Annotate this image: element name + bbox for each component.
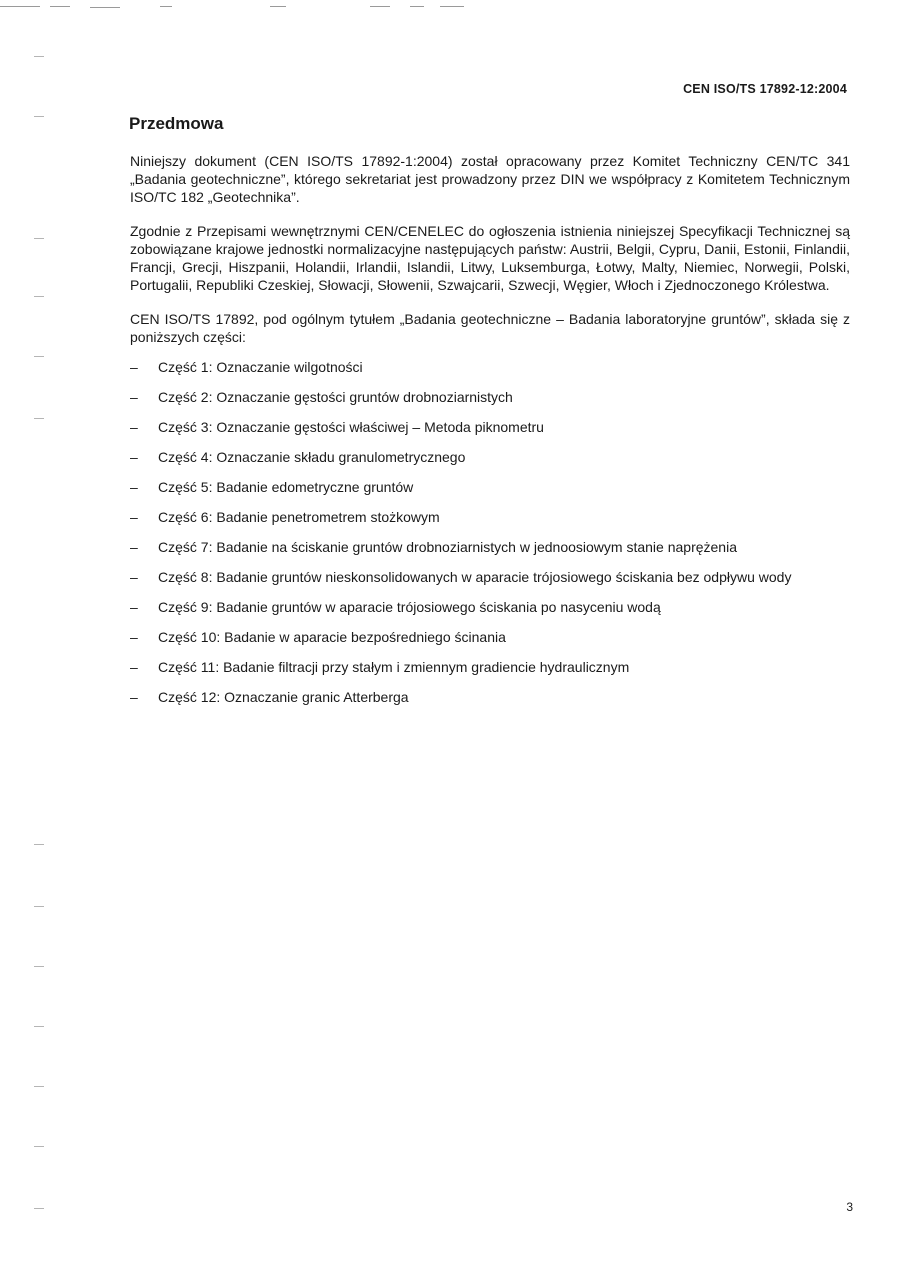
list-item-text: Część 3: Oznaczanie gęstości właściwej – Metoda piknometru — [158, 419, 544, 435]
page-number: 3 — [846, 1200, 853, 1214]
list-dash: – — [130, 629, 138, 645]
list-item-text: Część 5: Badanie edometryczne gruntów — [158, 479, 414, 495]
list-dash: – — [130, 419, 138, 435]
list-dash: – — [130, 599, 138, 615]
list-dash: – — [130, 539, 138, 555]
list-item — [130, 628, 850, 658]
list-dash: – — [130, 479, 138, 495]
page-title: Przedmowa — [129, 114, 224, 133]
list-dash: – — [130, 569, 138, 585]
list-dash: – — [130, 449, 138, 465]
list-item-text: Część 2: Oznaczanie gęstości gruntów drobnoziarnistych — [158, 389, 513, 405]
list-item-text: Część 11: Badanie filtracji przy stałym i zmiennym gradiencie hydraulicznym — [158, 659, 630, 675]
list-item-text: Część 10: Badanie w aparacie bezpośredniego ścinania — [158, 629, 506, 645]
list-item — [130, 478, 850, 508]
list-item — [130, 448, 850, 478]
list-item-text: Część 8: Badanie gruntów nieskonsolidowanych w aparacie trójosiowego ściskania bez odpływu wody — [158, 569, 792, 585]
list-item — [130, 658, 850, 688]
paragraph-parts-intro: CEN ISO/TS 17892, pod ogólnym tytułem „Badania geotechniczne – Badania laboratoryjne gruntów”, składa się z poniższych części: — [130, 311, 850, 345]
list-item — [130, 418, 850, 448]
list-item-text: Część 12: Oznaczanie granic Atterberga — [158, 689, 409, 705]
list-dash: – — [130, 509, 138, 525]
list-item — [130, 598, 850, 628]
list-dash: – — [130, 359, 138, 375]
list-item — [130, 538, 850, 568]
list-item — [130, 508, 850, 538]
list-item — [130, 688, 850, 718]
document-body — [130, 152, 850, 718]
list-item-text: Część 6: Badanie penetrometrem stożkowym — [158, 509, 440, 525]
list-item-text: Część 9: Badanie gruntów w aparacie trójosiowego ściskania po nasyceniu wodą — [158, 599, 661, 615]
paragraph-committee: Niniejszy dokument (CEN ISO/TS 17892-1:2004) został opracowany przez Komitet Techniczny CEN/TC 341 „Badania geotechniczne”, którego sekretariat jest prowadzony przez DIN we współpracy z Komitetem Technicznym ISO/TC 182 „Geotechnika”. — [130, 153, 850, 205]
list-dash: – — [130, 659, 138, 675]
document-reference: CEN ISO/TS 17892-12:2004 — [683, 82, 847, 96]
list-item — [130, 358, 850, 388]
list-item — [130, 388, 850, 418]
paragraph-countries: Zgodnie z Przepisami wewnętrznymi CEN/CENELEC do ogłoszenia istnienia niniejszej Specyfikacji Technicznej są zobowiązane krajowe jednostki normalizacyjne następujących państw: Austrii, Belgii, Cypru, Danii, Estonii, Finlandii, Francji, Grecji, Hiszpanii, Holandii, Irlandii, Islandii, Litwy, Luksemburga, Łotwy, Malty, Niemiec, Norwegii, Polski, Portugalii, Republiki Czeskiej, Słowacji, Słowenii, Szwajcarii, Szwecji, Węgier, Włoch i Zjednoczonego Królestwa. — [130, 223, 850, 293]
list-item — [130, 568, 850, 598]
list-dash: – — [130, 389, 138, 405]
list-item-text: Część 7: Badanie na ściskanie gruntów drobnoziarnistych w jednoosiowym stanie naprężenia — [158, 539, 737, 555]
list-dash: – — [130, 689, 138, 705]
parts-list — [130, 358, 850, 718]
list-item-text: Część 1: Oznaczanie wilgotności — [158, 359, 363, 375]
list-item-text: Część 4: Oznaczanie składu granulometrycznego — [158, 449, 466, 465]
